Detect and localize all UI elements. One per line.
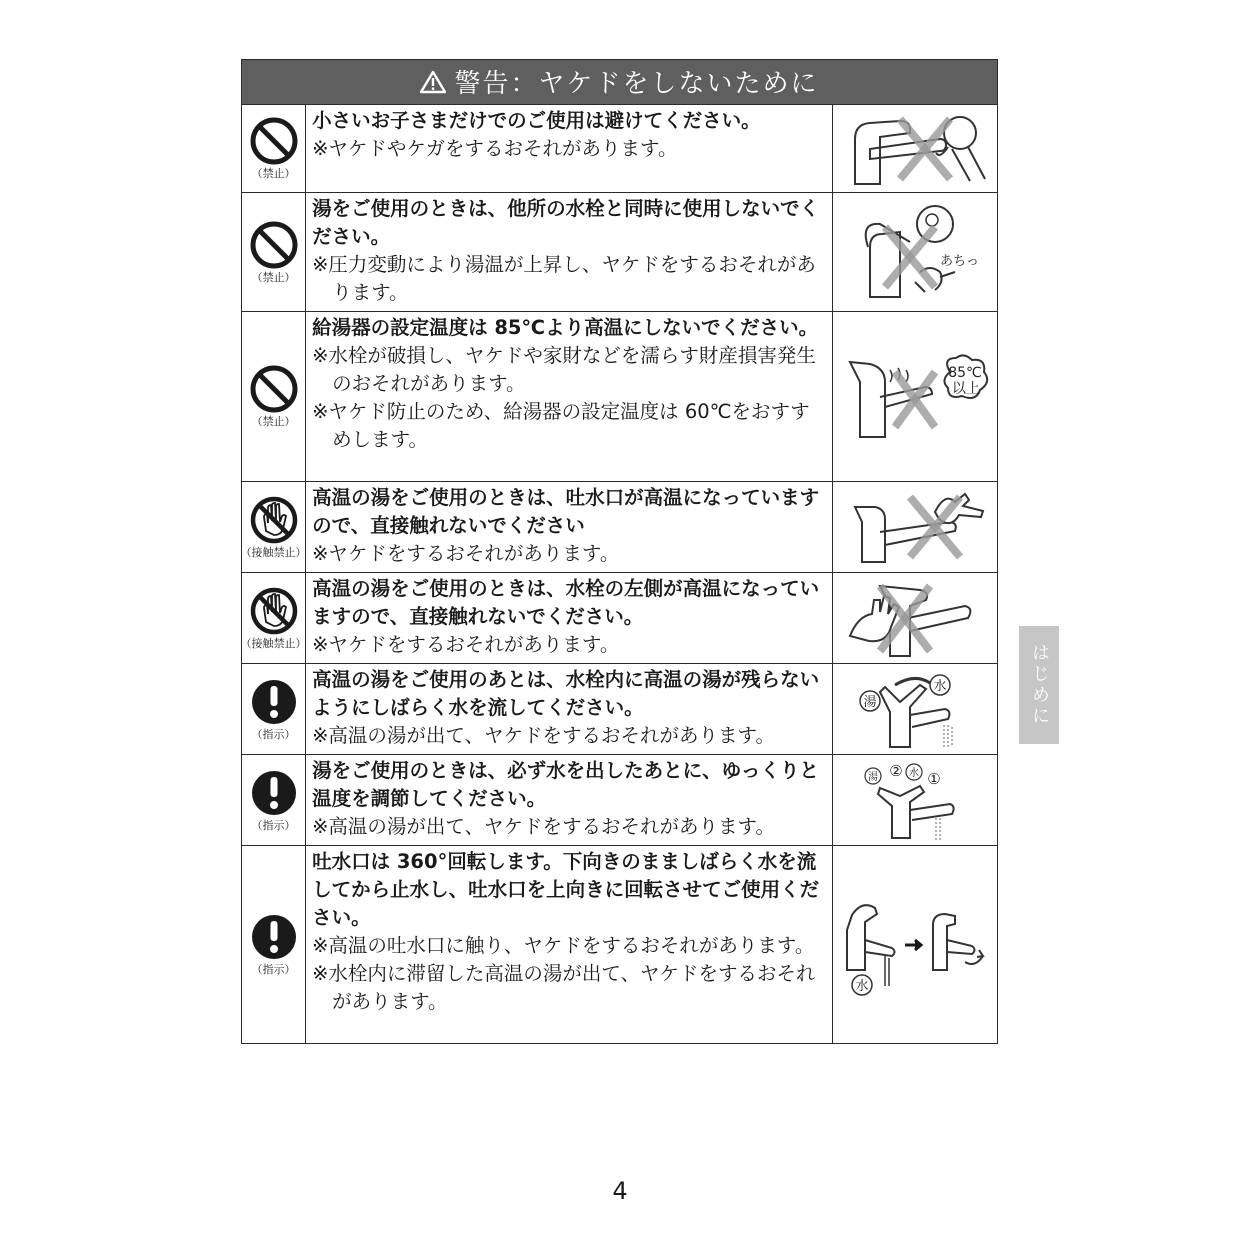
body-touch-figure (840, 576, 990, 660)
warning-row (242, 664, 998, 755)
warning-row (242, 573, 998, 664)
figure-caption: 以上 (951, 380, 980, 397)
figure-caption: ② (889, 762, 903, 780)
figure-caption: 水 (855, 978, 869, 994)
warning-note: ※ヤケド防止のため、給湯器の設定温度は 60℃をおすすめします。 (312, 400, 810, 451)
prohibition-icon (249, 220, 299, 270)
warning-main-text: 湯をご使用のときは、必ず水を出したあとに、ゆっくりと温度を調節してください。 (312, 759, 819, 810)
mandatory-action-icon (249, 677, 299, 727)
faucet-shower-figure (840, 202, 990, 302)
symbol-label: （接触禁止） (240, 545, 307, 559)
rotate-spout-figure (837, 890, 992, 1000)
warning-row (242, 193, 998, 312)
symbol-label: （禁止） (251, 167, 296, 180)
warning-table (241, 59, 998, 1044)
warning-row (242, 482, 998, 573)
side-tab (1019, 626, 1059, 744)
no-touch-icon (249, 495, 299, 545)
warning-note: ※圧力変動により湯温が上昇し、ヤケドをするおそれがあります。 (312, 253, 816, 304)
warning-main-text: 高温の湯をご使用のときは、水栓の左側が高温になっていますので、直接触れないでください。 (312, 577, 820, 628)
prohibition-icon (249, 116, 299, 166)
warning-main-text: 小さいお子さまだけでのご使用は避けてください。 (312, 109, 761, 132)
no-touch-symbol (242, 586, 305, 651)
spout-touch-figure (840, 487, 990, 567)
symbol-label: （禁止） (251, 270, 296, 284)
faucet-child-figure (840, 109, 990, 189)
warning-row (242, 312, 998, 482)
figure-caption: あちっ (939, 254, 979, 269)
warning-main-text: 給湯器の設定温度は 85℃より高温にしないでください。 (312, 316, 819, 339)
faucet-85c-figure (840, 352, 990, 442)
warning-main-text: 吐水口は 360°回転します。下向きのまましばらく水を流してから止水し、吐水口を上向きに回転させてご使用ください。 (312, 850, 820, 929)
warning-note: ※ヤケドやケガをするおそれがあります。 (312, 137, 678, 160)
no-touch-symbol (242, 495, 305, 560)
figure-caption: 水 (933, 679, 947, 694)
warning-note: ※水栓が破損し、ヤケドや家財などを濡らす財産損害発生のおそれがあります。 (312, 344, 816, 395)
symbol-label: （指示） (251, 727, 296, 741)
warning-main-text: 湯をご使用のときは、他所の水栓と同時に使用しないでください。 (312, 197, 820, 248)
figure-caption: 水 (908, 768, 919, 779)
adjust-temp-figure (840, 758, 990, 842)
mandatory-action-icon (249, 768, 299, 818)
figure-caption: 湯 (867, 772, 878, 783)
prohibition-symbol (242, 116, 305, 181)
warning-row (242, 846, 998, 1044)
no-touch-icon (249, 586, 299, 636)
warning-title: 警告：ヤケドをしないために (454, 69, 819, 100)
symbol-label: （接触禁止） (240, 636, 307, 650)
prohibition-symbol (242, 364, 305, 429)
symbol-label: （指示） (251, 963, 296, 976)
warning-triangle-icon (420, 70, 446, 94)
warning-note: ※高温の湯が出て、ヤケドをするおそれがあります。 (312, 724, 775, 747)
mandatory-action-icon (249, 912, 299, 962)
prohibition-symbol (242, 220, 305, 285)
figure-caption: ① (927, 770, 941, 788)
warning-note: ※高温の湯が出て、ヤケドをするおそれがあります。 (312, 815, 775, 838)
symbol-label: （指示） (251, 818, 296, 832)
mandatory-symbol (242, 912, 305, 977)
flush-water-figure (840, 667, 990, 751)
mandatory-symbol (242, 677, 305, 742)
warning-note: ※高温の吐水口に触り、ヤケドをするおそれがあります。 (312, 934, 815, 957)
warning-main-text: 高温の湯をご使用のあとは、水栓内に高温の湯が残らないようにしばらく水を流してください。 (312, 668, 820, 719)
warning-note: ※ヤケドをするおそれがあります。 (312, 633, 620, 656)
figure-caption: 85℃ (948, 364, 982, 381)
warning-header (242, 60, 998, 105)
prohibition-icon (249, 364, 299, 414)
warning-note: ※ヤケドをするおそれがあります。 (312, 542, 620, 565)
figure-caption: 湯 (863, 695, 877, 710)
warning-note: ※水栓内に滞留した高温の湯が出て、ヤケドをするおそれがあります。 (312, 962, 816, 1013)
warning-row (242, 105, 998, 193)
warning-row (242, 755, 998, 846)
symbol-label: （禁止） (251, 415, 296, 428)
side-tab-label: はじめに (1029, 643, 1050, 727)
mandatory-symbol (242, 768, 305, 833)
warning-main-text: 高温の湯をご使用のときは、吐水口が高温になっていますので、直接触れないでください (312, 486, 820, 537)
page-number: 4 (612, 1177, 628, 1205)
